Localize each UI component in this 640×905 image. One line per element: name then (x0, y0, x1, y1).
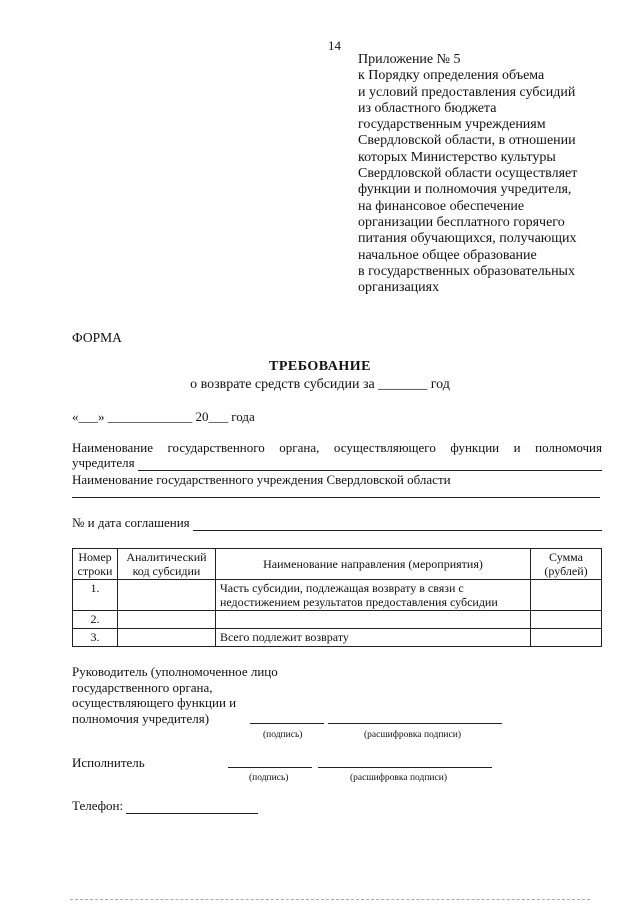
appendix-line: питания обучающихся, получающих (358, 231, 577, 247)
head-label-line: осуществляющего функции и (72, 695, 237, 710)
phone-field (72, 798, 258, 814)
header-direction-name: Наименование направления (мероприятия) (215, 549, 530, 580)
row-sum[interactable] (531, 629, 602, 647)
head-signature-label (72, 664, 278, 726)
executor-signature-blank[interactable] (228, 767, 312, 768)
phone-blank[interactable] (126, 801, 258, 814)
appendix-line: из областного бюджета (358, 100, 497, 116)
head-decryption-blank[interactable] (328, 723, 502, 724)
row-name[interactable] (215, 611, 530, 629)
executor-decryption-caption: (расшифровка подписи) (350, 773, 447, 783)
authority-name-label-cont: учредителя (72, 455, 135, 470)
header-sum: Сумма (рублей) (531, 549, 602, 580)
head-label-line: государственного органа, (72, 679, 213, 695)
row-name: Всего подлежит возврату (215, 629, 530, 647)
executor-signature-caption: (подпись) (249, 773, 289, 783)
table-header-row (73, 549, 602, 580)
authority-name-field (72, 455, 602, 471)
appendix-line: Приложение № 5 (358, 52, 461, 67)
row-name: Часть субсидии, подлежащая возврату в связи с недостижением результатов предоставления субсидии (215, 580, 530, 611)
agreement-field (72, 515, 602, 531)
appendix-line: к Порядку определения объема (358, 68, 545, 84)
phone-label: Телефон: (72, 798, 124, 813)
page-number: 14 (328, 38, 341, 53)
appendix-line: организациях (358, 280, 440, 296)
appendix-line: в государственных образовательных (358, 263, 575, 279)
row-code[interactable] (117, 580, 215, 611)
row-code[interactable] (117, 629, 215, 647)
authority-name-blank[interactable] (138, 458, 602, 471)
page-bottom-edge (70, 899, 590, 900)
appendix-line: начальное общее образование (358, 247, 537, 263)
head-signature-blank[interactable] (250, 723, 324, 724)
row-number: 1. (73, 580, 118, 611)
row-sum[interactable] (531, 580, 602, 611)
appendix-line: организации бесплатного горячего (358, 214, 565, 230)
executor-decryption-blank[interactable] (318, 767, 492, 768)
head-label-line: полномочия учредителя) (72, 710, 210, 726)
appendix-line: государственным учреждениям (358, 117, 546, 133)
institution-name-blank[interactable] (72, 497, 600, 498)
appendix-line: функции и полномочия учредителя, (358, 182, 572, 198)
appendix-line: Свердловской области, в отношении (358, 133, 576, 149)
form-label: ФОРМА (72, 330, 122, 345)
agreement-label: № и дата соглашения (72, 515, 190, 530)
row-sum[interactable] (531, 611, 602, 629)
executor-label: Исполнитель (72, 755, 145, 770)
document-subtitle: о возврате средств субсидии за _______ год (190, 377, 450, 392)
institution-name-label: Наименование государственного учреждения Свердловской области (72, 472, 451, 487)
table-row (73, 611, 602, 629)
appendix-line: и условий предоставления субсидий (358, 84, 576, 100)
document-title: ТРЕБОВАНИЕ (269, 359, 371, 374)
refund-table (72, 548, 602, 647)
head-signature-caption: (подпись) (263, 730, 303, 740)
row-number: 2. (73, 611, 118, 629)
head-label-line: Руководитель (уполномоченное лицо (72, 664, 278, 679)
agreement-blank[interactable] (193, 518, 602, 531)
appendix-header (358, 52, 618, 296)
header-analytic-code: Аналитический код субсидии (117, 549, 215, 580)
table-row (73, 629, 602, 647)
row-number: 3. (73, 629, 118, 647)
row-code[interactable] (117, 611, 215, 629)
head-decryption-caption: (расшифровка подписи) (364, 730, 461, 740)
appendix-line: которых Министерство культуры (358, 149, 556, 165)
header-row-number: Номер строки (73, 549, 118, 580)
date-line: «___» _____________ 20___ года (72, 409, 255, 424)
authority-name-label: Наименование государственного органа, осуществляющего функции и полномочия (72, 440, 602, 455)
appendix-line: Свердловской области осуществляет (358, 166, 578, 182)
appendix-line: на финансовое обеспечение (358, 198, 525, 214)
table-row (73, 580, 602, 611)
